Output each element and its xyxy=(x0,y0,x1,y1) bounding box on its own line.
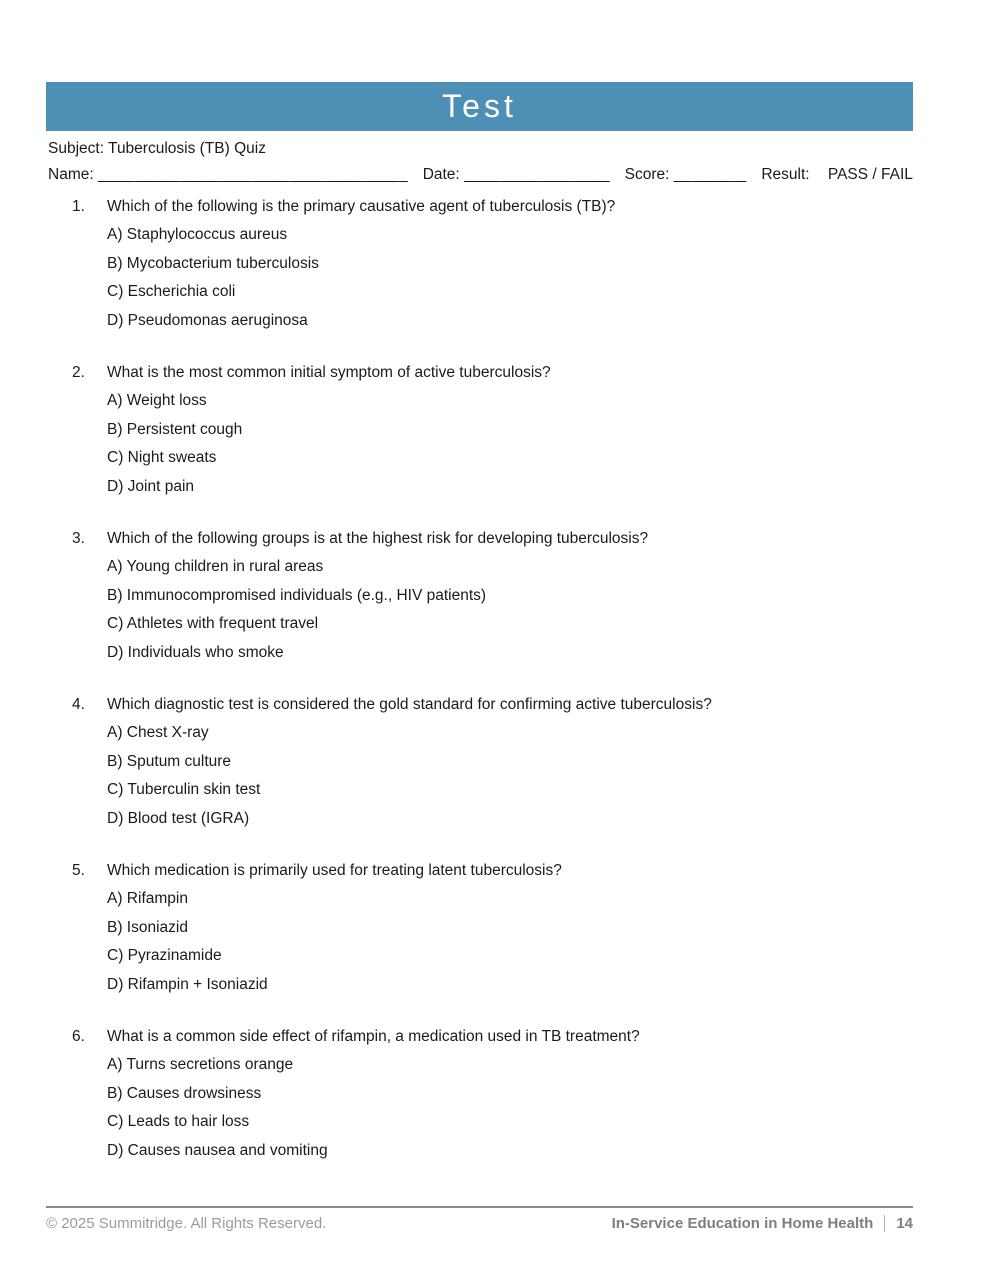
question-option: C) Pyrazinamide xyxy=(107,947,222,965)
question-item xyxy=(46,1023,913,1165)
question-option: D) Rifampin + Isoniazid xyxy=(107,975,268,993)
question-number: 5. xyxy=(72,862,85,879)
question-option: B) Mycobacterium tuberculosis xyxy=(107,254,319,272)
question-option: A) Chest X-ray xyxy=(107,724,209,742)
question-option: B) Sputum culture xyxy=(107,752,232,770)
subject-label: Subject: xyxy=(48,140,105,157)
question-row xyxy=(46,193,913,221)
question-option: C) Tuberculin skin test xyxy=(107,781,261,799)
page-footer xyxy=(46,1206,913,1232)
question-number: 3. xyxy=(72,530,85,547)
date-blank-line: ________________ xyxy=(464,166,610,183)
question-number: 6. xyxy=(72,1028,85,1045)
question-text: Which medication is primarily used for treating latent tuberculosis? xyxy=(107,862,562,879)
question-option: D) Joint pain xyxy=(107,477,195,495)
question-row xyxy=(46,1023,913,1051)
question-item xyxy=(46,359,913,501)
question-option: C) Escherichia coli xyxy=(107,283,236,301)
question-option: D) Causes nausea and vomiting xyxy=(107,1141,328,1159)
copyright-text: © 2025 Summitridge. All Rights Reserved. xyxy=(46,1215,327,1232)
question-option: D) Blood test (IGRA) xyxy=(107,809,250,827)
score-blank-line: ________ xyxy=(673,166,747,183)
question-text: What is the most common initial symptom of active tuberculosis? xyxy=(107,364,551,381)
title-bar xyxy=(46,82,913,131)
fields-line xyxy=(46,164,913,186)
question-option: C) Leads to hair loss xyxy=(107,1113,250,1131)
question-option: B) Persistent cough xyxy=(107,420,243,438)
result-label: Result: xyxy=(761,166,810,183)
question-option: A) Weight loss xyxy=(107,392,207,410)
quiz-document-page xyxy=(46,0,913,1274)
question-text: Which diagnostic test is considered the gold standard for confirming active tuberculosis? xyxy=(107,696,712,713)
date-label: Date: xyxy=(422,166,460,183)
page-title: Test xyxy=(442,88,517,124)
document-title: In-Service Education in Home Health xyxy=(611,1215,874,1232)
score-label: Score: xyxy=(624,166,670,183)
question-list xyxy=(46,193,913,1165)
question-option: B) Immunocompromised individuals (e.g., HIV patients) xyxy=(107,586,487,604)
question-option: A) Young children in rural areas xyxy=(107,558,324,576)
question-item xyxy=(46,857,913,999)
subject-line xyxy=(46,138,913,160)
question-number: 4. xyxy=(72,696,85,713)
question-item xyxy=(46,193,913,335)
name-label: Name: xyxy=(48,166,94,183)
question-option: A) Rifampin xyxy=(107,890,188,908)
question-option: D) Individuals who smoke xyxy=(107,643,284,661)
result-value: PASS / FAIL xyxy=(827,166,913,183)
question-option: A) Turns secretions orange xyxy=(107,1056,294,1074)
question-row xyxy=(46,359,913,387)
question-row xyxy=(46,857,913,885)
question-text: What is a common side effect of rifampin, a medication used in TB treatment? xyxy=(107,1028,640,1045)
page-number: 14 xyxy=(896,1215,913,1232)
question-number: 2. xyxy=(72,364,85,381)
question-item xyxy=(46,691,913,833)
subject-value: Tuberculosis (TB) Quiz xyxy=(108,140,266,157)
question-option: B) Causes drowsiness xyxy=(107,1084,262,1102)
question-text: Which of the following is the primary causative agent of tuberculosis (TB)? xyxy=(107,198,616,215)
name-blank-line: __________________________________ xyxy=(97,166,409,183)
question-option: B) Isoniazid xyxy=(107,918,188,936)
question-option: A) Staphylococcus aureus xyxy=(107,226,288,244)
question-row xyxy=(46,691,913,719)
question-option: C) Athletes with frequent travel xyxy=(107,615,319,633)
footer-separator xyxy=(884,1215,885,1232)
question-number: 1. xyxy=(72,198,85,215)
footer-right-group xyxy=(612,1215,913,1232)
question-row xyxy=(46,525,913,553)
question-text: Which of the following groups is at the highest risk for developing tuberculosis? xyxy=(107,530,649,547)
question-option: D) Pseudomonas aeruginosa xyxy=(107,311,308,329)
question-option: C) Night sweats xyxy=(107,449,217,467)
question-item xyxy=(46,525,913,667)
